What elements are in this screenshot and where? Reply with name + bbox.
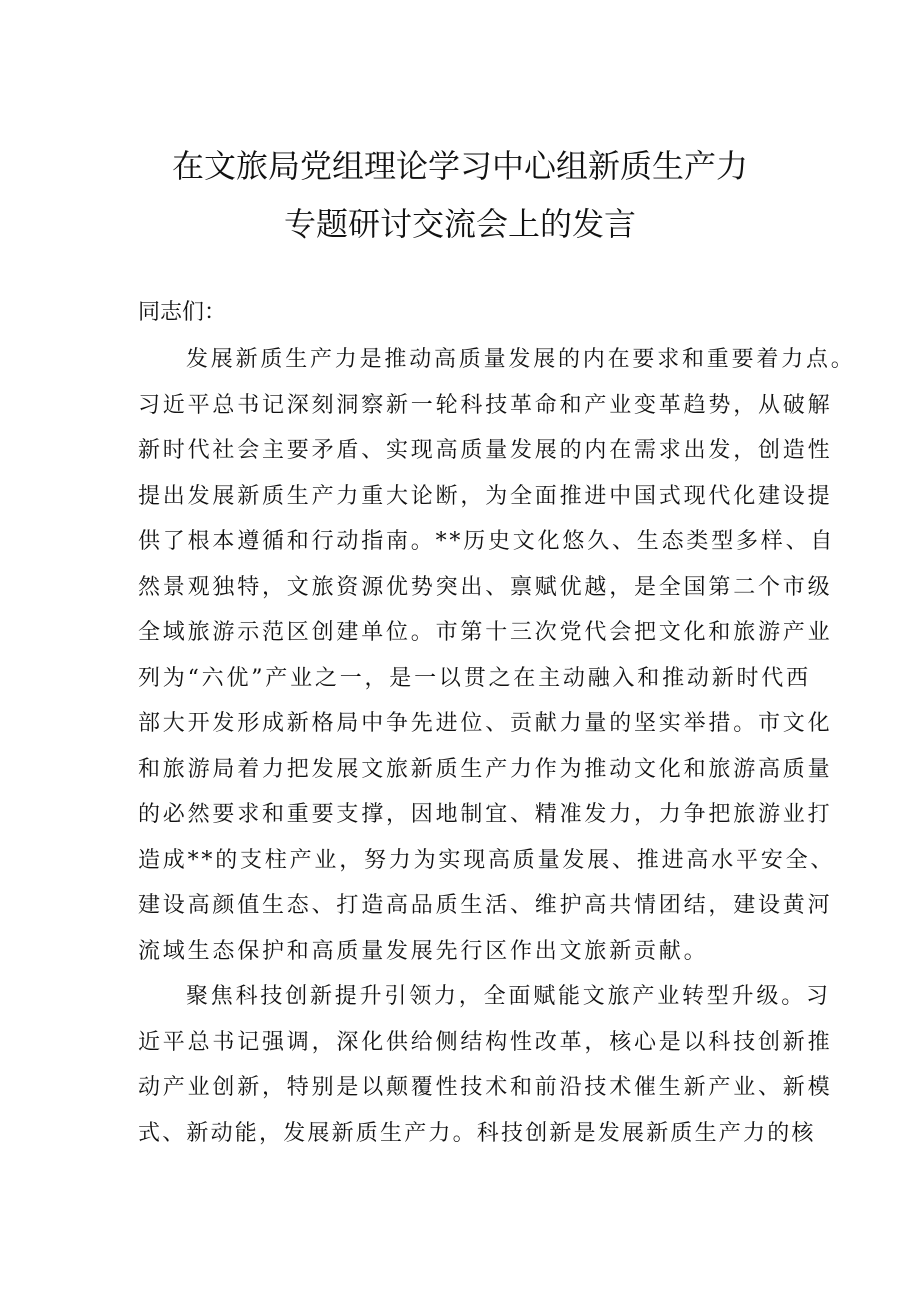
paragraph-1-line: 部大开发形成新格局中争先进位、贡献力量的坚实举措。市文化	[138, 711, 833, 736]
title-line-1: 在文旅局党组理论学习中心组新质生产力	[171, 147, 748, 185]
paragraph-1-line: 造成**的支柱产业，努力为实现高质量发展、推进高水平安全、	[138, 847, 836, 873]
paragraph-1-line: 的必然要求和重要支撑，因地制宜、精准发力，力争把旅游业打	[138, 802, 833, 827]
paragraph-1-line: 全域旅游示范区创建单位。市第十三次党代会把文化和旅游产业	[138, 620, 833, 645]
paragraph-1-line: 提出发展新质生产力重大论断，为全面推进中国式现代化建设提	[138, 483, 833, 509]
paragraph-1-line: 新时代社会主要矛盾、实现高质量发展的内在需求出发，创造性	[138, 438, 833, 463]
document-title	[0, 137, 920, 253]
paragraph-2-line: 式、新动能，发展新质生产力。科技创新是发展新质生产力的核	[138, 1120, 816, 1146]
paragraph-2-line: 近平总书记强调，深化供给侧结构性改革，核心是以科技创新推	[138, 1029, 833, 1055]
title-line-2: 专题研讨交流会上的发言	[283, 205, 636, 243]
paragraph-1-line: 供了根本遵循和行动指南。**历史文化悠久、生态类型多样、自	[138, 529, 836, 554]
salutation: 同志们：	[138, 300, 227, 325]
paragraph-1-line: 然景观独特，文旅资源优势突出、禀赋优越，是全国第二个市级	[138, 574, 833, 600]
paragraph-1-line: 流域生态保护和高质量发展先行区作出文旅新贡献。	[138, 938, 709, 964]
paragraph-1-line: 习近平总书记深刻洞察新一轮科技革命和产业变革趋势，从破解	[138, 392, 833, 418]
paragraph-1-line: 列为“六优”产业之一，是一以贯之在主动融入和推动新时代西	[138, 665, 811, 691]
paragraph-2-line: 聚焦科技创新提升引领力，全面赋能文旅产业转型升级。习	[186, 984, 831, 1009]
document-body	[138, 337, 856, 1156]
paragraph-2-line: 动产业创新，特别是以颠覆性技术和前沿技术催生新产业、新模	[138, 1075, 833, 1100]
paragraph-1-line: 发展新质生产力是推动高质量发展的内在要求和重要着力点。	[186, 347, 856, 372]
paragraph-1-line: 建设高颜值生态、打造高品质生活、维护高共情团结，建设黄河	[138, 893, 833, 918]
paragraph-1-line: 和旅游局着力把发展文旅新质生产力作为推动文化和旅游高质量	[138, 756, 833, 782]
